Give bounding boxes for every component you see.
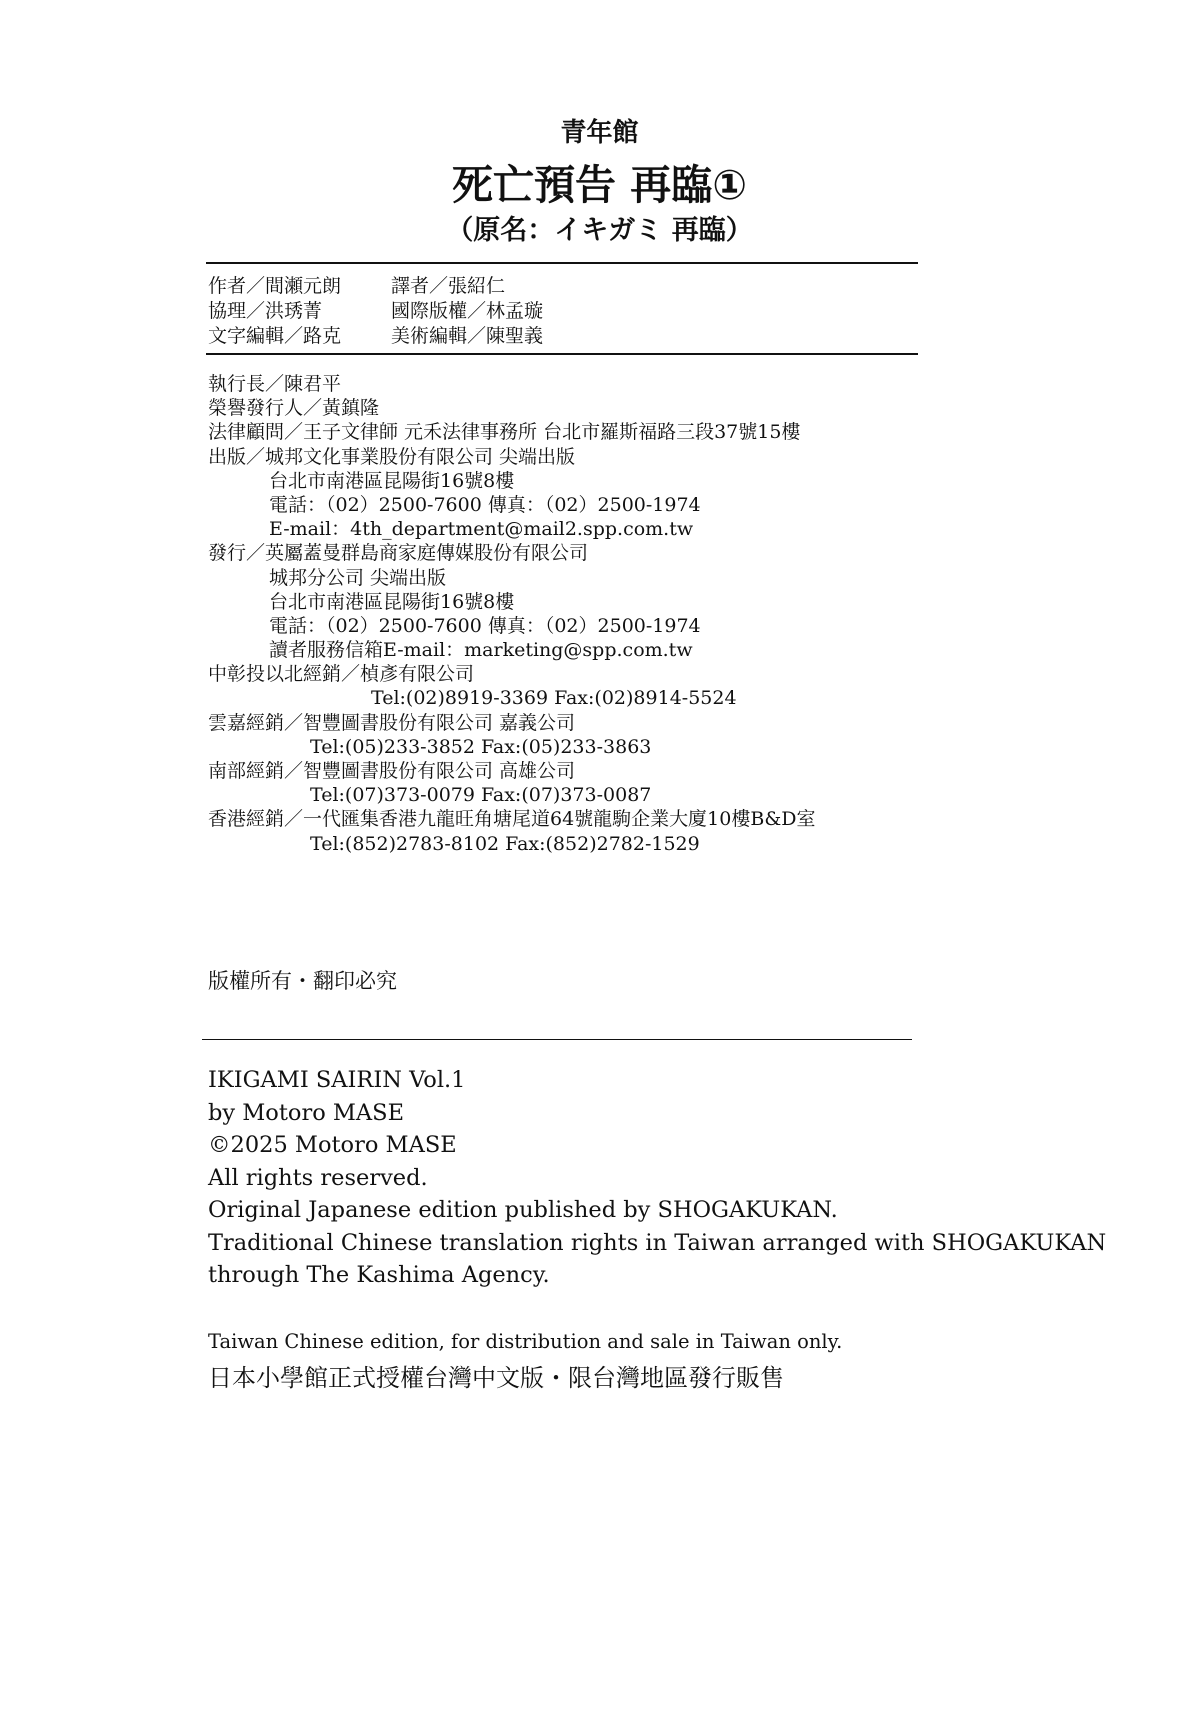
- divider-top: [206, 262, 918, 264]
- pub-line: Tel:(852)2783-8102 Fax:(852)2782-1529: [310, 832, 700, 855]
- pub-line: 電話：（02）2500-7600 傳真：（02）2500-1974: [269, 614, 701, 637]
- pub-line: 城邦分公司 尖端出版: [269, 566, 447, 589]
- english-line: IKIGAMI SAIRIN Vol.1: [208, 1067, 466, 1093]
- credit-manager: 協理／洪琇菁: [208, 300, 323, 322]
- pub-line: 中彰投以北經銷／楨彥有限公司: [208, 663, 475, 686]
- original-title: （原名：イキガミ 再臨）: [446, 215, 753, 246]
- taiwan-notice-chinese: 日本小學館正式授權台灣中文版・限台灣地區發行販售: [208, 1364, 784, 1392]
- pub-line: Tel:(02)8919-3369 Fax:(02)8914-5524: [371, 687, 737, 710]
- pub-line: 執行長／陳君平: [208, 373, 342, 395]
- book-title: 死亡預告 再臨①: [452, 161, 747, 209]
- credit-rights: 國際版權／林孟璇: [391, 300, 544, 322]
- pub-line: 法律顧問／王子文律師 元禾法律事務所 台北市羅斯福路三段37號15樓: [208, 421, 801, 444]
- credits-block: [208, 274, 543, 349]
- pub-line: E-mail：4th_department@mail2.spp.com.tw: [269, 518, 694, 541]
- credit-text-editor: 文字編輯／路克: [208, 325, 342, 347]
- rights-notice: 版權所有・翻印必究: [208, 969, 397, 993]
- series-name: 青年館: [560, 118, 639, 148]
- credits-row: [208, 299, 543, 324]
- english-copyright: [208, 1064, 1106, 1292]
- pub-line: Tel:(07)373-0079 Fax:(07)373-0087: [310, 784, 652, 807]
- taiwan-notice-english: Taiwan Chinese edition, for distribution and sale in Taiwan only.: [208, 1330, 843, 1353]
- publishing-info: [208, 372, 815, 856]
- pub-line: 發行／英屬蓋曼群島商家庭傳媒股份有限公司: [208, 542, 589, 565]
- pub-line: 南部經銷／智豐圖書股份有限公司 高雄公司: [208, 760, 576, 782]
- pub-line: 出版／城邦文化事業股份有限公司 尖端出版: [208, 445, 576, 468]
- credit-translator: 譯者／張紹仁: [391, 275, 506, 297]
- pub-line: 電話：（02）2500-7600 傳真：（02）2500-1974: [269, 493, 701, 516]
- credits-row: [208, 324, 543, 349]
- pub-line: 榮譽發行人／黃鎮隆: [208, 397, 380, 420]
- english-line: Traditional Chinese translation rights in Taiwan arranged with SHOGAKUKAN: [208, 1229, 1107, 1256]
- english-line: ©2025 Motoro MASE: [208, 1132, 457, 1158]
- pub-line: 台北市南港區昆陽街16號8樓: [269, 590, 515, 613]
- english-line: through The Kashima Agency.: [208, 1262, 550, 1288]
- pub-line: 雲嘉經銷／智豐圖書股份有限公司 嘉義公司: [208, 711, 576, 734]
- english-line: All rights reserved.: [208, 1164, 428, 1191]
- divider-middle: [206, 353, 918, 355]
- pub-line: 台北市南港區昆陽街16號8樓: [269, 469, 515, 492]
- credit-art-editor: 美術編輯／陳聖義: [391, 325, 544, 347]
- pub-line: 香港經銷／一代匯集香港九龍旺角塘尾道64號龍駒企業大廈10樓B&D室: [208, 808, 816, 831]
- credit-author: 作者／間瀬元朗: [208, 275, 342, 297]
- pub-line: Tel:(05)233-3852 Fax:(05)233-3863: [310, 735, 652, 758]
- divider-bottom: [202, 1039, 912, 1040]
- credits-row: [208, 274, 543, 299]
- english-line: Original Japanese edition published by SHOGAKUKAN.: [208, 1197, 838, 1223]
- english-line: by Motoro MASE: [208, 1099, 405, 1126]
- pub-line: 讀者服務信箱E-mail：marketing@spp.com.tw: [269, 639, 693, 662]
